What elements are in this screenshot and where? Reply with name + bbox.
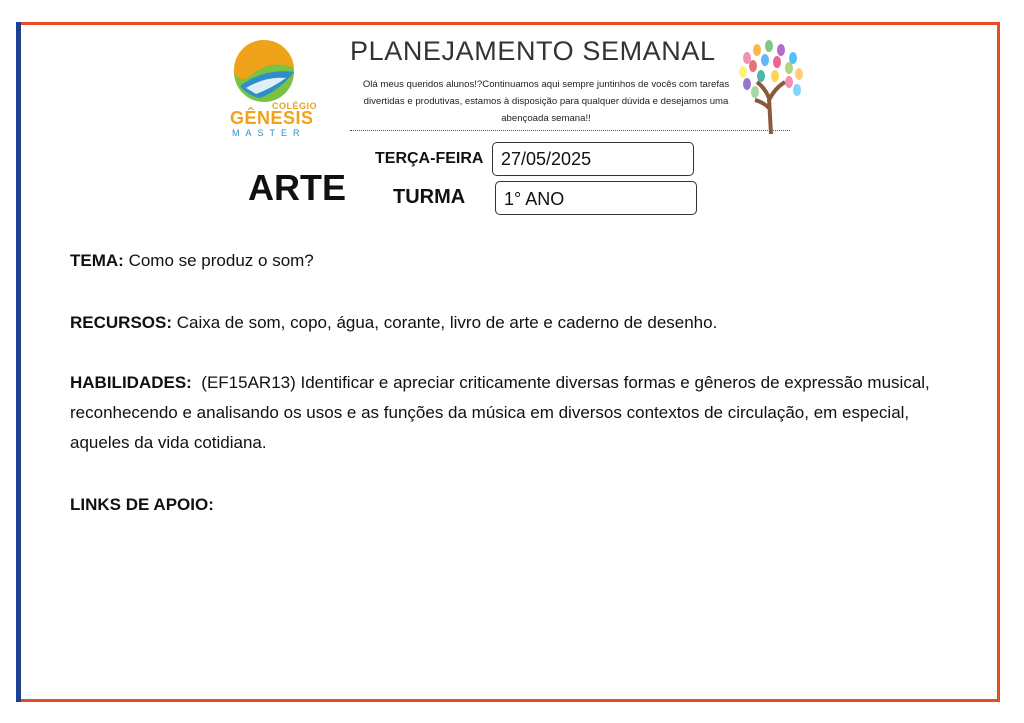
colorful-tree-icon — [735, 38, 805, 134]
tema-section — [70, 246, 950, 276]
links-label: LINKS DE APOIO: — [70, 495, 214, 514]
page-frame-left-accent — [16, 22, 21, 702]
recursos-text: Caixa de som, copo, água, corante, livro de arte e caderno de desenho. — [176, 313, 718, 332]
page-title: PLANEJAMENTO SEMANAL — [350, 36, 716, 66]
greeting-text: Olá meus queridos alunos!?Continuamos aqui sempre juntinhos de vocês com tarefas divertidas e produtivas, estamos à disposição para qualquer dúvida e desejamos uma abençoada semana!! — [362, 79, 730, 124]
tema-text: Como se produz o som? — [128, 251, 314, 270]
recursos-section — [70, 308, 950, 338]
turma-label: TURMA — [393, 186, 466, 208]
habilidades-text: (EF15AR13) Identificar e apreciar criticamente diversas formas e gêneros de expressão musical, reconhecendo e analisando os usos e as funções da música em diversos contextos de circulação, em especial, aqueles da vida cotidiana. — [70, 373, 930, 452]
header-divider — [350, 130, 790, 131]
logo-text-genesis: GÊNESIS — [230, 108, 314, 128]
turma-field: 1° ANO — [495, 181, 697, 215]
habilidades-section — [70, 368, 950, 458]
logo-text-master: MASTER — [232, 128, 306, 138]
subject-title: ARTE — [248, 167, 346, 208]
recursos-label: RECURSOS: — [70, 313, 173, 332]
day-label: TERÇA-FEIRA — [375, 150, 484, 167]
tema-label: TEMA: — [70, 251, 124, 270]
links-section — [70, 490, 950, 520]
habilidades-label: HABILIDADES: — [70, 373, 192, 392]
date-field: 27/05/2025 — [492, 142, 694, 176]
logo-text-colegio: COLÉGIO — [272, 101, 318, 111]
